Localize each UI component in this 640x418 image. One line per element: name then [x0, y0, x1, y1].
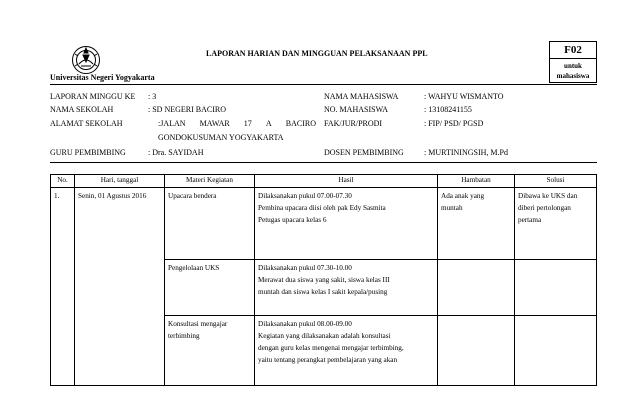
alamat-value: :JALAN MAWAR 17 A BACIRO GONDOKUSUMAN YOGYAKARTA [158, 119, 316, 142]
sekolah-value: : SD NEGERI BACIRO [148, 105, 227, 114]
cell-materi: Upacara bendera [165, 188, 255, 260]
info-divider [50, 162, 597, 163]
cell-hasil: Dilaksanakan pukul 07.00-07.30 Pembina upacara diisi oleh pak Edy Sasmita Petugas upacara kelas 6 [255, 188, 438, 260]
mhs-value: : WAHYU WISMANTO [424, 92, 504, 101]
header-divider [50, 84, 597, 85]
form-code-box [549, 41, 597, 83]
form-code: F02 [550, 42, 596, 59]
page-title: LAPORAN HARIAN DAN MINGGUAN PELAKSANAAN PPL [206, 49, 428, 58]
col-header-solusi: Solusi [515, 175, 597, 188]
guru-label: GURU PEMBIMBING [50, 148, 126, 157]
col-header-no: No. [51, 175, 75, 188]
university-name: Universitas Negeri Yogyakarta [50, 73, 155, 82]
cell-hambatan: Ada anak yang muntah [438, 188, 515, 260]
cell-hambatan [438, 316, 515, 386]
col-header-hambatan: Hambatan [438, 175, 515, 188]
cell-hambatan [438, 260, 515, 316]
fak-value: : FIP/ PSD/ PGSD [424, 119, 484, 128]
alamat-label: ALAMAT SEKOLAH [50, 119, 123, 128]
nim-value: : 13108241155 [424, 105, 472, 114]
cell-materi: Pengelolaan UKS [165, 260, 255, 316]
fak-label: FAK/JUR/PRODI [324, 119, 383, 128]
form-code-subtitle: untuk mahasiswa [556, 62, 590, 80]
cell-date: Senin, 01 Agustus 2016 [75, 188, 165, 386]
col-header-date: Hari, tanggal [75, 175, 165, 188]
cell-hasil: Dilaksanakan pukul 07.30-10.00 Merawat dua siswa yang sakit, siswa kelas III muntah dan siswa kelas I sakit kepala/pusing [255, 260, 438, 316]
laporan-value: : 3 [148, 92, 157, 101]
laporan-label: LAPORAN MINGGU KE [50, 92, 136, 101]
mhs-label: NAMA MAHASISWA [324, 92, 399, 101]
table-header-row [51, 175, 597, 188]
cell-no: 1. [51, 188, 75, 386]
nim-label: NO. MAHASISWA [324, 105, 389, 114]
col-header-hasil: Hasil [255, 175, 438, 188]
cell-solusi [515, 260, 597, 316]
dosen-label: DOSEN PEMBIMBING [324, 148, 404, 157]
dosen-value: : MURTININGSIH, M.Pd [424, 148, 508, 157]
activity-table [50, 174, 597, 386]
table-row [51, 188, 597, 260]
cell-solusi [515, 316, 597, 386]
university-logo-icon [71, 44, 101, 76]
sekolah-label: NAMA SEKOLAH [50, 105, 114, 114]
cell-materi: Konsultasi mengajar terbimbing [165, 316, 255, 386]
cell-hasil: Dilaksanakan pukul 08.00-09.00 Kegiatan yang dilaksanakan adalah konsultasi dengan guru kelas mengenai mengajar terbimbing, yaitu tentang perangkat pembelajaran yang akan [255, 316, 438, 386]
guru-value: : Dra. SAYIDAH [148, 148, 204, 157]
col-header-materi: Materi Kegiatan [165, 175, 255, 188]
cell-solusi: Dibawa ke UKS dan diberi pertolongan pertama [515, 188, 597, 260]
